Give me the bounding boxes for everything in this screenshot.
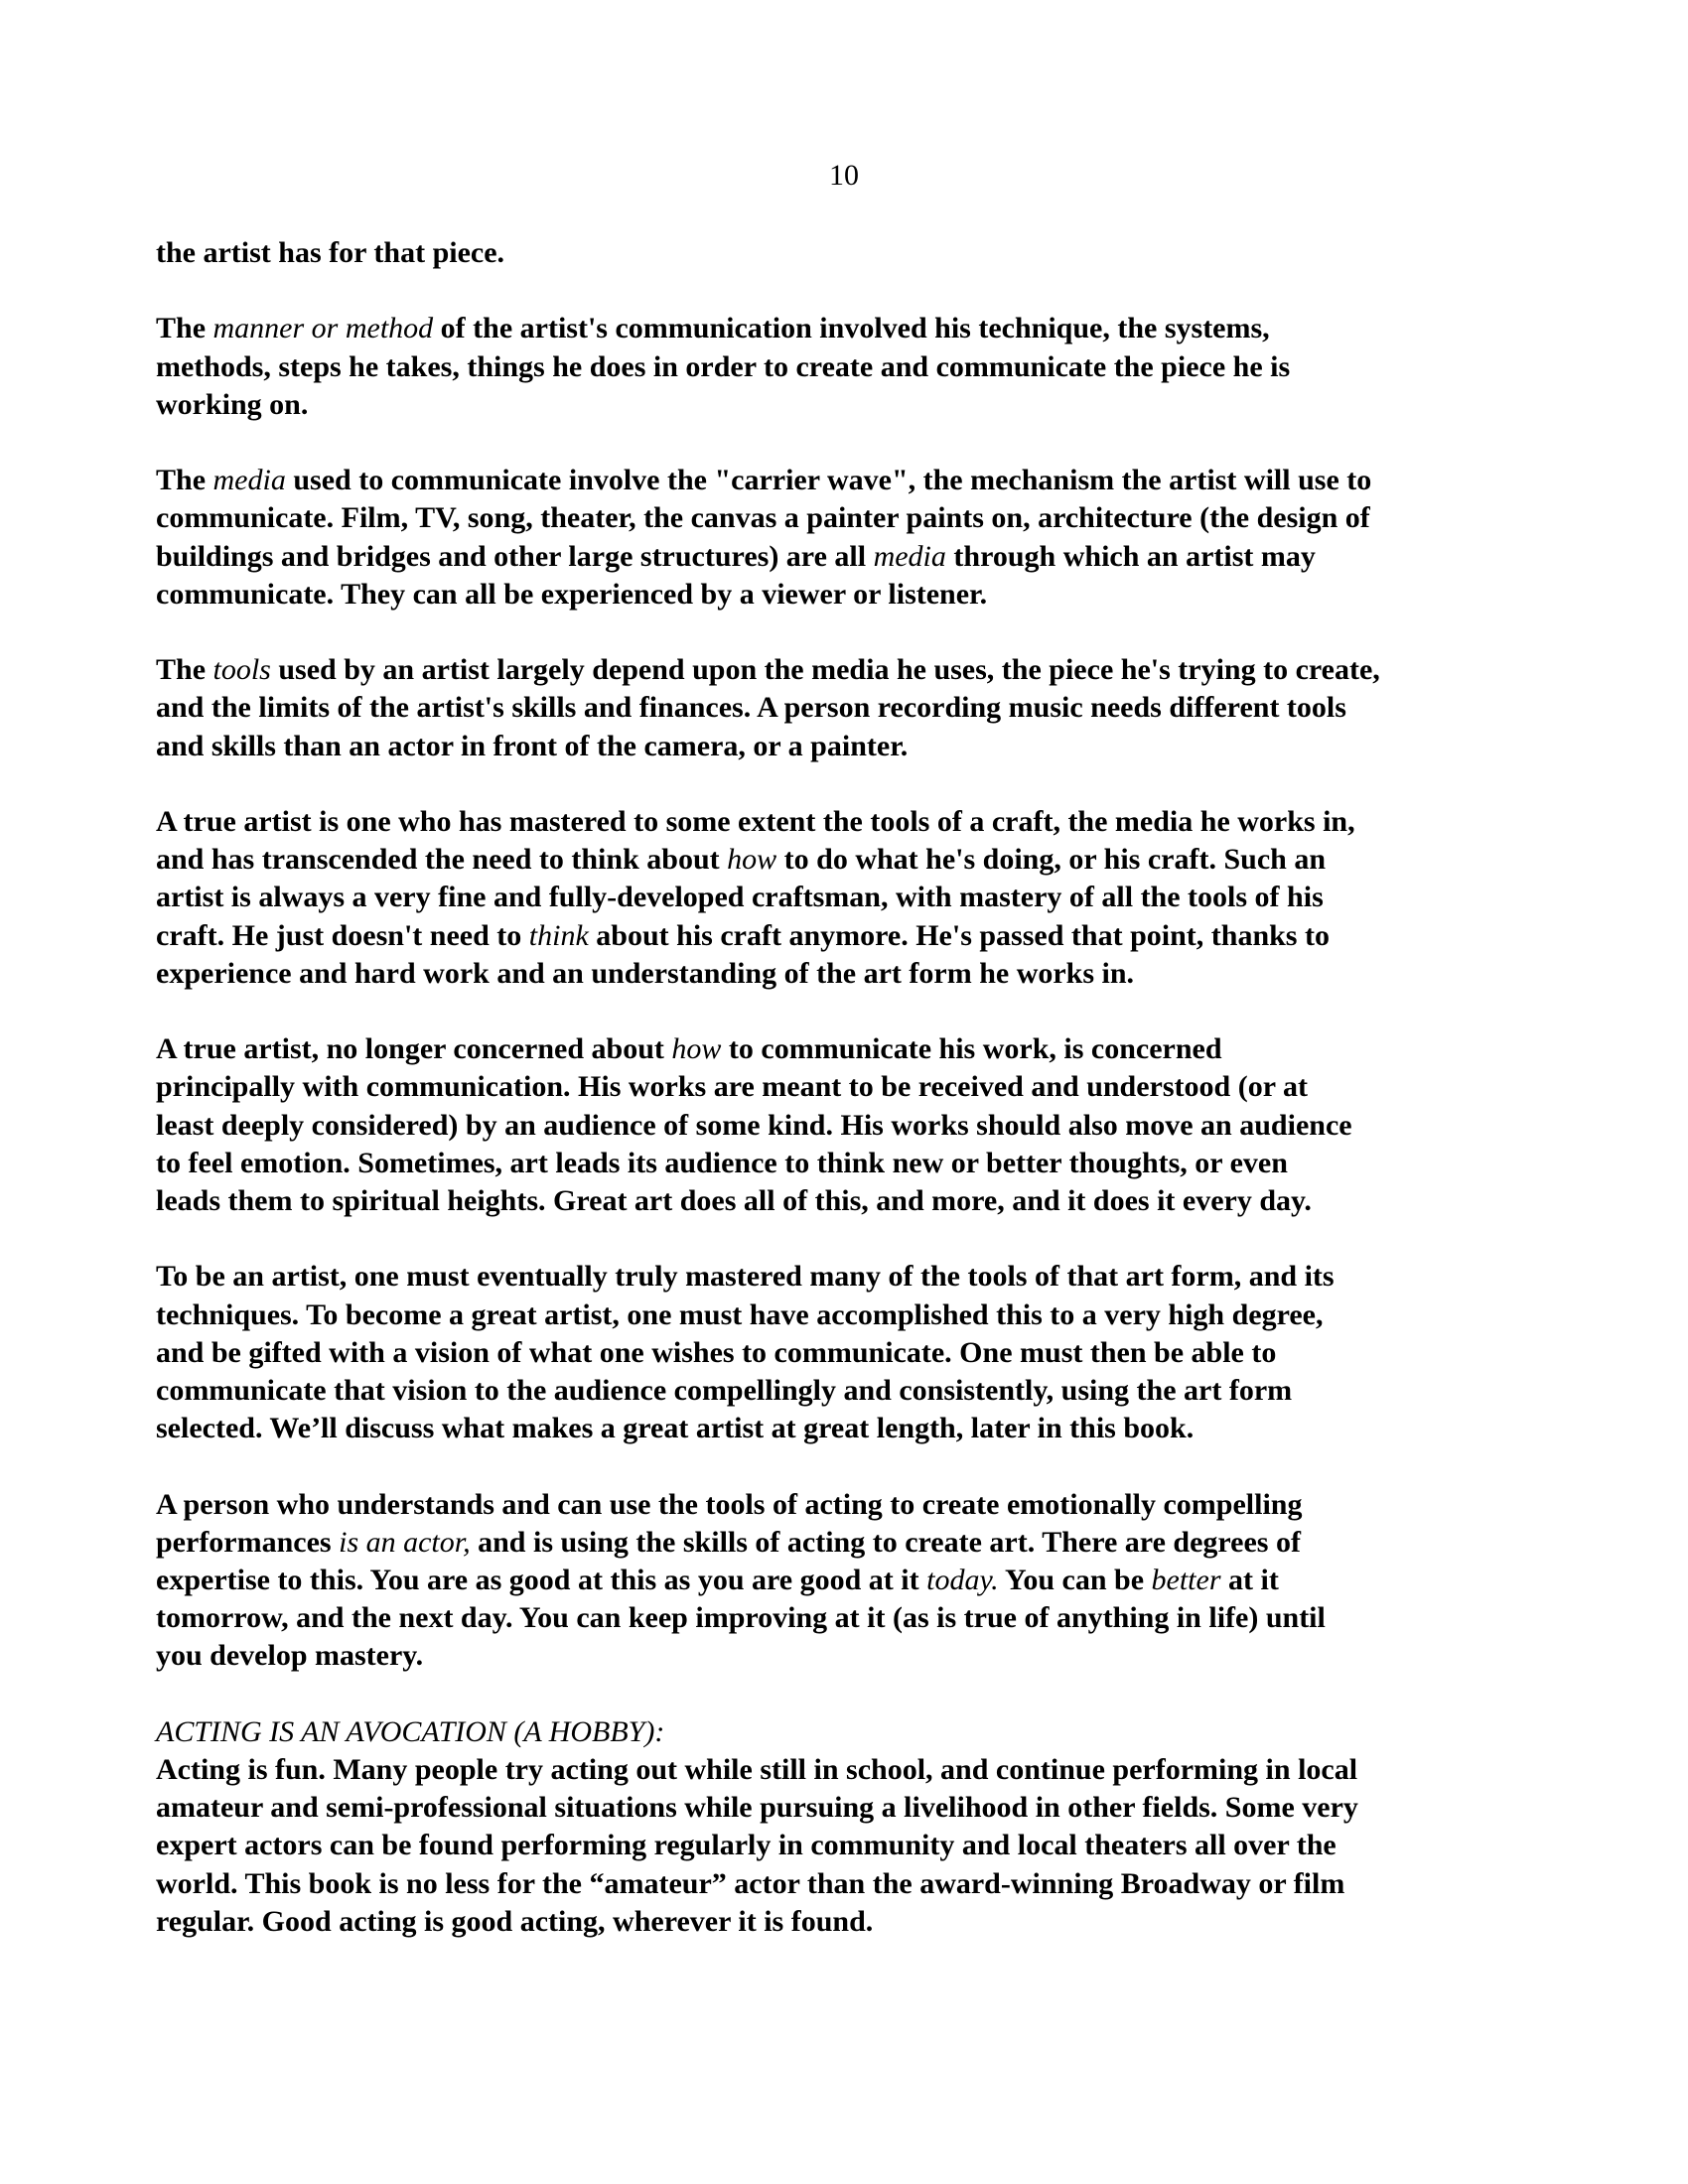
paragraph <box>156 234 1546 272</box>
text-line: communicate that vision to the audience compellingly and consistently, using the art form <box>156 1374 1293 1407</box>
text-line: communicate. They can all be experienced by a viewer or listener. <box>156 577 988 611</box>
text-line: techniques. To become a great artist, one must have accomplished this to a very high degree, <box>156 1297 1324 1331</box>
text-line: leads them to spiritual heights. Great art does all of this, and more, and it does it every day. <box>156 1184 1312 1217</box>
paragraph <box>156 1751 1546 1941</box>
text-line: The media used to communicate involve the "carrier wave", the mechanism the artist will use to <box>156 464 1372 497</box>
emphasis-text: media <box>212 464 286 497</box>
emphasis-text: think <box>528 918 589 952</box>
text-line: expertise to this. You are as good at this as you are good at it today. You can be better at it <box>156 1564 1279 1596</box>
emphasis-text: how <box>671 1032 722 1066</box>
paragraph <box>156 651 1546 765</box>
text-line: methods, steps he takes, things he does in order to create and communicate the piece he is <box>156 349 1291 383</box>
emphasis-text: tools <box>212 653 271 687</box>
text-line: working on. <box>156 387 309 421</box>
text-line: The manner or method of the artist's communication involved his technique, the systems, <box>156 312 1270 345</box>
emphasis-text: how <box>727 843 777 877</box>
section-heading: ACTING IS AN AVOCATION (A HOBBY): <box>156 1714 665 1748</box>
text-line: Acting is fun. Many people try acting out while still in school, and continue performing in local <box>156 1753 1358 1786</box>
body-paragraphs <box>156 234 1546 1676</box>
text-line: A true artist, no longer concerned about how to communicate his work, is concerned <box>156 1032 1222 1066</box>
text-line: and skills than an actor in front of the camera, or a painter. <box>156 729 909 762</box>
paragraph <box>156 462 1546 614</box>
section-paragraph <box>156 1751 1546 1941</box>
text-line: tomorrow, and the next day. You can keep improving at it (as is true of anything in life) until <box>156 1601 1326 1635</box>
text-line: The tools used by an artist largely depend upon the media he uses, the piece he's trying to create, <box>156 653 1380 687</box>
text-line: communicate. Film, TV, song, theater, the canvas a painter paints on, architecture (the design of <box>156 501 1370 535</box>
text-line: expert actors can be found performing regularly in community and local theaters all over the <box>156 1829 1336 1862</box>
text-line: and be gifted with a vision of what one wishes to communicate. One must then be able to <box>156 1335 1277 1369</box>
paragraph <box>156 1486 1546 1676</box>
paragraph <box>156 803 1546 993</box>
text-line: world. This book is no less for the “amateur” actor than the award-winning Broadway or film <box>156 1866 1345 1900</box>
text-line: regular. Good acting is good acting, wherever it is found. <box>156 1904 874 1938</box>
page-number: 10 <box>829 159 859 192</box>
text-line: least deeply considered) by an audience of some kind. His works should also move an audience <box>156 1108 1352 1142</box>
text-line: principally with communication. His works are meant to be received and understood (or at <box>156 1070 1308 1104</box>
text-line: to feel emotion. Sometimes, art leads its audience to think new or better thoughts, or even <box>156 1146 1288 1179</box>
text-line: artist is always a very fine and fully-developed craftsman, with mastery of all the tools of his <box>156 881 1324 914</box>
text-line: you develop mastery. <box>156 1639 424 1673</box>
text-line: buildings and bridges and other large structures) are all media through which an artist may <box>156 539 1316 573</box>
text-line: selected. We’ll discuss what makes a great artist at great length, later in this book. <box>156 1412 1195 1445</box>
paragraph <box>156 310 1546 424</box>
emphasis-text: is an actor, <box>339 1525 471 1559</box>
text-line: performances is an actor, and is using the skills of acting to create art. There are degrees of <box>156 1525 1301 1559</box>
text-line: A true artist is one who has mastered to some extent the tools of a craft, the media he works in, <box>156 804 1355 838</box>
page-body <box>156 234 1546 1979</box>
emphasis-text: manner or method <box>212 312 434 345</box>
text-line: amateur and semi-professional situations while pursuing a livelihood in other fields. Some very <box>156 1791 1358 1825</box>
emphasis-text: better <box>1151 1564 1221 1596</box>
paragraph <box>156 1258 1546 1447</box>
emphasis-text: today. <box>926 1564 999 1596</box>
text-line: A person who understands and can use the tools of acting to create emotionally compelling <box>156 1487 1303 1521</box>
paragraph <box>156 1030 1546 1220</box>
emphasis-text: media <box>873 539 946 573</box>
text-line: To be an artist, one must eventually truly mastered many of the tools of that art form, and its <box>156 1260 1335 1294</box>
text-line: and has transcended the need to think about how to do what he's doing, or his craft. Such an <box>156 843 1327 877</box>
text-line: craft. He just doesn't need to think about his craft anymore. He's passed that point, thanks to <box>156 918 1330 952</box>
text-line: experience and hard work and an understanding of the art form he works in. <box>156 956 1135 990</box>
text-line: the artist has for that piece. <box>156 236 505 269</box>
text-line: and the limits of the artist's skills and finances. A person recording music needs different tools <box>156 691 1346 725</box>
